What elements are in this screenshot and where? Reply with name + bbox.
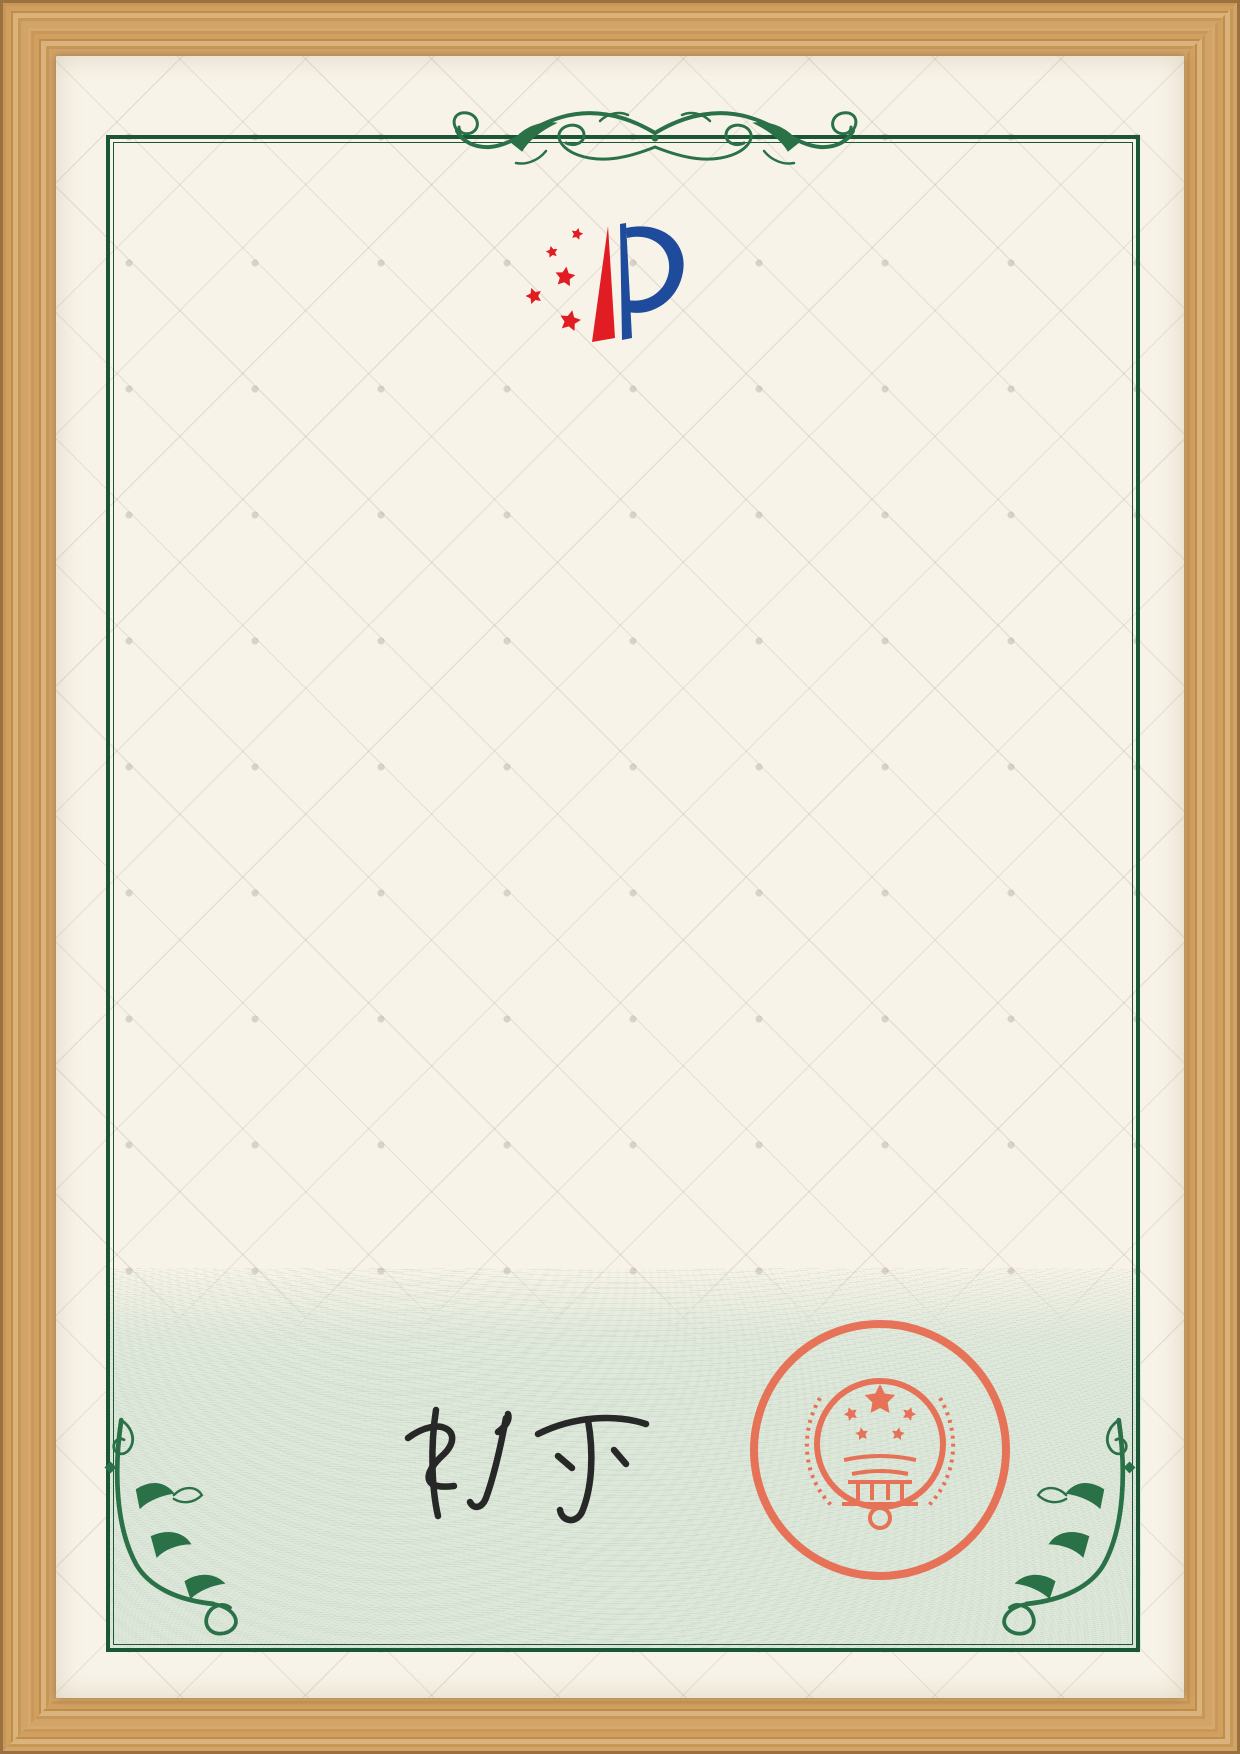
qr-code [993, 218, 1097, 322]
barcode [177, 1312, 472, 1340]
legal-text-block [160, 1018, 1087, 1019]
director-signature-icon [370, 1398, 670, 1528]
wood-frame-left [0, 0, 56, 1754]
wood-frame-bottom [0, 1698, 1240, 1754]
cnipa-logo-icon [520, 220, 700, 355]
wood-frame-top [0, 0, 1240, 56]
official-seal-icon [740, 1310, 1020, 1610]
wood-frame-right [1184, 0, 1240, 1754]
